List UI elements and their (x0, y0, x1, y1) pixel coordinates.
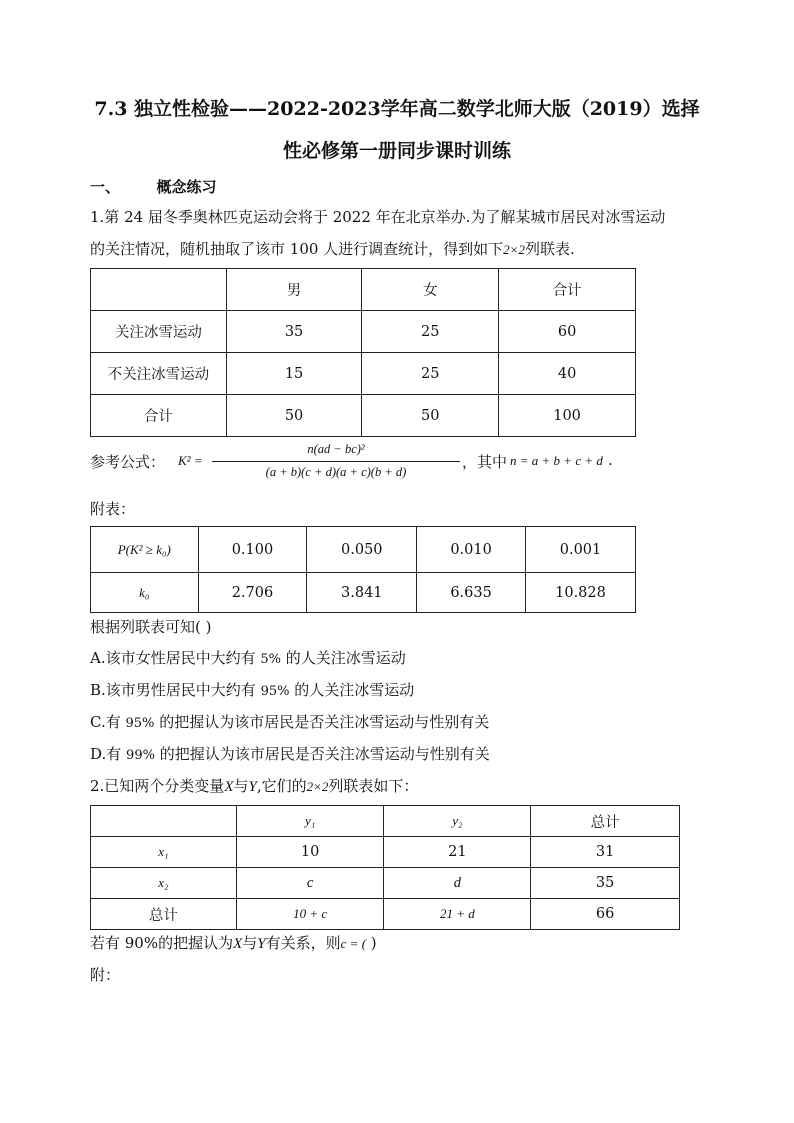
table-cell: 2.706 (198, 573, 307, 613)
appendix-label: 附表： (90, 500, 136, 518)
q1-contingency-table (90, 268, 636, 437)
table-cell: 50 (362, 395, 499, 437)
table-cell: c (236, 868, 384, 899)
q2-text (90, 775, 418, 796)
table-cell: 35 (531, 868, 680, 899)
option-text: D.有 (90, 745, 122, 763)
option-text: 的把握认为该市居民是否关注冰雪运动与性别有关 (159, 713, 490, 731)
table-cell: 总计 (91, 899, 237, 930)
option-text: B.该市男性居民中大约有 (90, 681, 256, 699)
q1-critical-values-table (90, 526, 636, 613)
q2-stem-part: 与 (242, 934, 258, 952)
q1-text-part: 列联表. (524, 240, 575, 258)
table-row (91, 899, 680, 930)
table-cell: 男 (226, 269, 362, 311)
table-header-row (91, 269, 636, 311)
option-text: A.该市女性居民中大约有 (90, 649, 256, 667)
q2-text-part: ,它们的 (256, 777, 307, 795)
option-c (90, 711, 489, 732)
formula-denominator: (a + b)(c + d)(a + c)(b + d) (265, 465, 407, 479)
option-percent: 99% (126, 748, 155, 763)
table-cell: x₂ (91, 868, 237, 899)
table-cell: 0.050 (307, 527, 417, 573)
q2-appendix-label: 附： (90, 966, 121, 984)
formula-end: . (608, 451, 613, 469)
option-percent: 95% (125, 716, 155, 731)
section-number: 一、 (90, 178, 121, 196)
table-cell: 6.635 (417, 573, 526, 613)
q1-text-line-1: 1.第 24 届冬季奥林匹克运动会将于 2022 年在北京举办.为了解某城市居民对冰雪运动 (90, 208, 666, 226)
table-row (91, 527, 636, 573)
option-b (90, 679, 414, 700)
formula-label: 参考公式： (90, 453, 166, 471)
q2-var-y: Y (248, 779, 257, 795)
q2-math-c: c = ( (340, 936, 367, 951)
q2-text-part: 列联表如下： (328, 777, 419, 795)
table-row (91, 311, 636, 353)
fraction-bar (212, 461, 460, 462)
table-cell: 不关注冰雪运动 (91, 353, 227, 395)
title-line-1: 7.3 独立性检验——2022-2023学年高二数学北师大版（2019）选择 (94, 98, 700, 120)
table-cell: y₂ (384, 806, 531, 837)
formula-mid: ，其中 (462, 453, 508, 471)
option-percent: 5% (260, 652, 282, 667)
reference-formula (90, 440, 613, 484)
q2-var-y: Y (257, 936, 266, 952)
table-cell: 60 (499, 311, 636, 353)
table-cell: 女 (362, 269, 499, 311)
table-cell: 总计 (531, 806, 680, 837)
q2-contingency-table (90, 805, 680, 930)
q2-var-x: X (233, 936, 243, 952)
q2-stem-part: 有关系，则 (265, 934, 341, 952)
table-cell: 合计 (499, 269, 636, 311)
table-cell: 0.100 (198, 527, 307, 573)
table-cell: 25 (362, 353, 499, 395)
option-text: 的人关注冰雪运动 (285, 649, 406, 667)
table-cell: 50 (226, 395, 362, 437)
table-cell: 10 + c (236, 899, 384, 930)
table-cell: 0.010 (417, 527, 526, 573)
table-cell: 31 (531, 837, 680, 868)
table-cell: 21 + d (384, 899, 531, 930)
option-text: 的把握认为该市居民是否关注冰雪运动与性别有关 (159, 745, 490, 763)
table-row (91, 395, 636, 437)
section-heading (90, 176, 217, 197)
q2-math-2x2: 2×2 (306, 779, 329, 794)
option-a (90, 647, 406, 668)
table-cell: x₁ (91, 837, 237, 868)
table-cell: 关注冰雪运动 (91, 311, 227, 353)
table-cell: 35 (226, 311, 362, 353)
q2-text-part: 2.已知两个分类变量 (90, 777, 225, 795)
table-cell: 40 (499, 353, 636, 395)
page-title (90, 88, 704, 172)
table-cell (91, 806, 237, 837)
title-line-2: 性必修第一册同步课时训练 (282, 140, 511, 162)
table-cell: P(K² ≥ k₀) (91, 527, 199, 573)
q2-stem-part: ) (366, 934, 377, 952)
q2-var-x: X (224, 779, 234, 795)
q1-math-2x2: 2×2 (503, 242, 525, 257)
formula-tail: n = a + b + c + d (510, 453, 603, 468)
q2-text-part: 与 (233, 777, 249, 795)
q1-text-part: 的关注情况，随机抽取了该市 100 人进行调查统计，得到如下 (90, 240, 504, 258)
table-row (91, 837, 680, 868)
table-cell (91, 269, 227, 311)
table-cell: y₁ (236, 806, 384, 837)
option-text: C.有 (90, 713, 121, 731)
table-cell: 25 (362, 311, 499, 353)
formula-fraction (210, 440, 462, 484)
table-cell: 10.828 (526, 573, 636, 613)
table-cell: 100 (499, 395, 636, 437)
table-row (91, 573, 636, 613)
option-text: 的人关注冰雪运动 (294, 681, 415, 699)
table-cell: k₀ (91, 573, 199, 613)
table-cell: 66 (531, 899, 680, 930)
table-row (91, 353, 636, 395)
table-cell: 3.841 (307, 573, 417, 613)
q1-stem: 根据列联表可知( ) (90, 618, 212, 636)
table-row (91, 868, 680, 899)
section-title: 概念练习 (156, 178, 217, 196)
option-percent: 95% (260, 684, 290, 699)
table-header-row (91, 806, 680, 837)
q2-stem (90, 932, 377, 953)
formula-numerator: n(ad − bc)² (307, 442, 365, 456)
table-cell: 15 (226, 353, 362, 395)
table-cell: 21 (384, 837, 531, 868)
table-cell: d (384, 868, 531, 899)
table-cell: 0.001 (526, 527, 636, 573)
q2-stem-part: 若有 90%的把握认为 (90, 934, 234, 952)
table-cell: 合计 (91, 395, 227, 437)
table-cell: 10 (236, 837, 384, 868)
option-d (90, 743, 490, 764)
q1-text-line-2 (90, 238, 575, 259)
formula-lhs: K² = (178, 453, 203, 468)
